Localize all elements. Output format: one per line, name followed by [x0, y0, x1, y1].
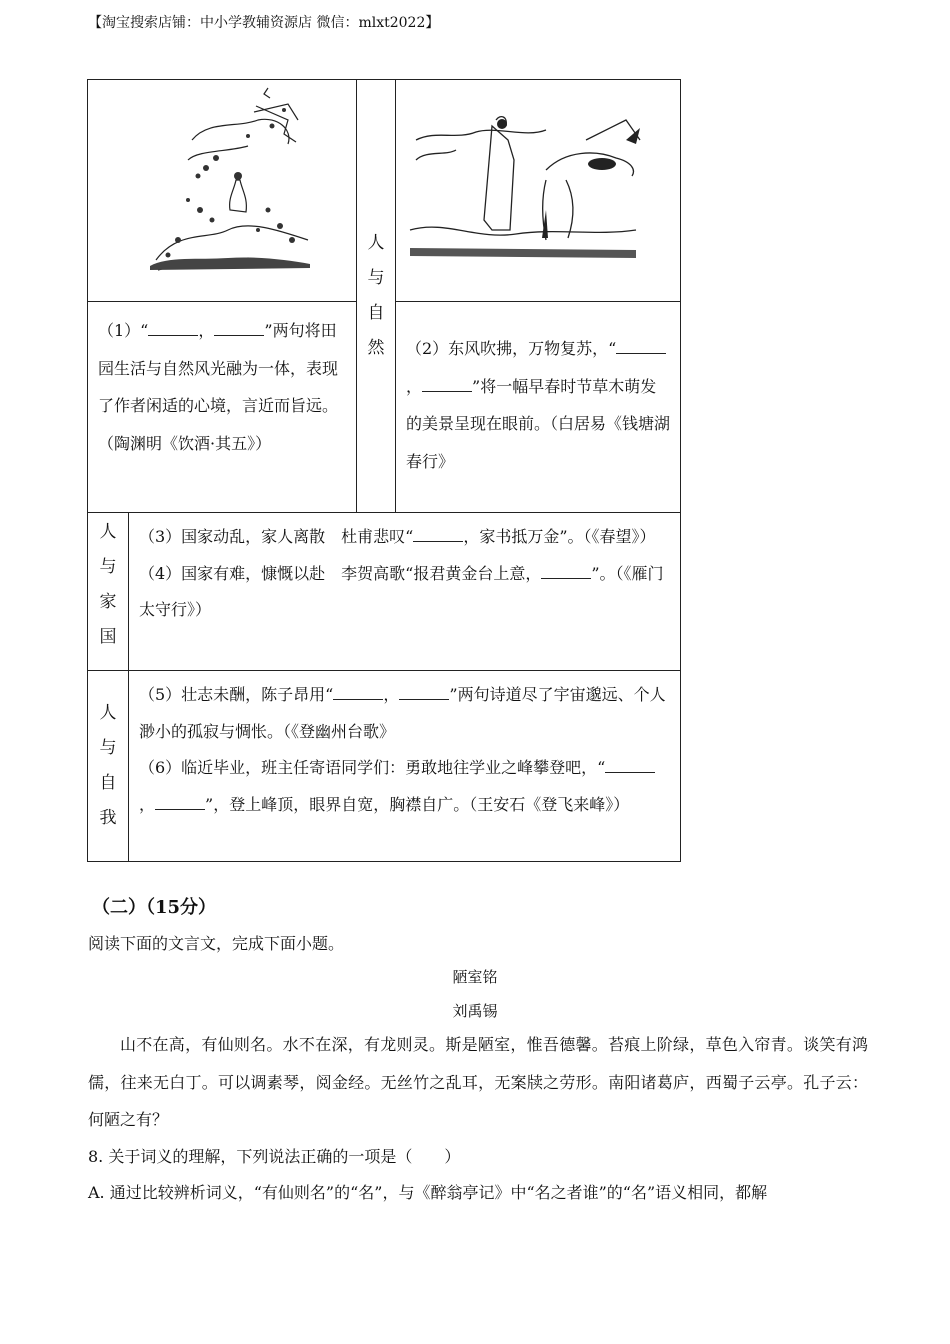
answer-blank-1b[interactable]: [214, 317, 264, 336]
answer-blank-2b[interactable]: [422, 373, 472, 392]
answer-blank-6b[interactable]: [155, 791, 205, 810]
answer-blank-2a[interactable]: [616, 335, 666, 354]
classical-text: 山不在高，有仙则名。水不在深，有龙则灵。斯是陋室，惟吾德馨。苔痕上阶绿，草色入帘青。谈笑有鸿儒，往来无白丁。可以调素琴，阅金经。无丝竹之乱耳，无案牍之劳形。南阳诸葛庐，西蜀子云亭。孔子云：何陋之有？: [88, 1035, 868, 1129]
poem-author: 刘禹锡: [452, 1002, 498, 1020]
country-label: 人 与 家 国: [88, 513, 129, 671]
poetry-table: [87, 79, 681, 862]
answer-blank-5b[interactable]: [399, 681, 449, 700]
header-note: 【淘宝搜索店铺：中小学教辅资源店 微信：mlxt2022】: [88, 15, 440, 31]
poem-title: 陋室铭: [452, 968, 498, 986]
question-4: （4）国家有难，慷慨以赴 李贺高歌“报君黄金台上意， ”。（《雁门太守行》）: [139, 556, 670, 629]
question-2-cell: （2）东风吹拂，万物复苏，“， ”将一幅早春时节草木萌发的美景呈现在眼前。（白居易《钱塘湖春行》: [396, 302, 681, 513]
right-image-cell: [396, 80, 681, 302]
country-questions-cell: [129, 513, 681, 671]
answer-blank-6a[interactable]: [605, 754, 655, 773]
reading-instruction: 阅读下面的文言文，完成下面小题。: [88, 934, 345, 953]
nature-label: 人 与 自 然: [357, 80, 396, 513]
option-a: A. 通过比较辨析词义，“有仙则名”的“名”，与《醉翁亭记》中“名之者谁”的“名”语义相同，都解: [88, 1183, 768, 1202]
question-8: 8. 关于词义的理解，下列说法正确的一项是（ ）: [88, 1147, 461, 1166]
scholar-horse-painting-icon: [396, 80, 680, 300]
answer-blank-1a[interactable]: [148, 317, 198, 336]
question-6: （6）临近毕业，班主任寄语同学们：勇敢地往学业之峰攀登吧，“， ”，登上峰顶，眼界自宽，胸襟自广。（王安石《登飞来峰》）: [139, 750, 670, 823]
landscape-painting-icon: [88, 80, 314, 300]
self-label: 人 与 自 我: [88, 671, 129, 862]
section-title: （二）（15分）: [92, 897, 217, 918]
self-questions-cell: [129, 671, 681, 862]
question-5: （5）壮志未酬，陈子昂用“ ， ”两句诗道尽了宇宙邈远、个人渺小的孤寂与惆怅。（《登幽州台歌》: [139, 677, 670, 750]
answer-blank-3[interactable]: [413, 523, 463, 542]
left-image-cell: [88, 80, 357, 302]
question-3: （3）国家动乱，家人离散 杜甫悲叹“ ，家书抵万金”。（《春望》）: [139, 519, 670, 556]
answer-blank-4[interactable]: [541, 560, 591, 579]
question-1-cell: （1）“ ， ”两句将田园生活与自然风光融为一体，表现了作者闲适的心境，言近而旨远。（陶渊明《饮酒·其五》）: [88, 302, 357, 513]
answer-blank-5a[interactable]: [333, 681, 383, 700]
